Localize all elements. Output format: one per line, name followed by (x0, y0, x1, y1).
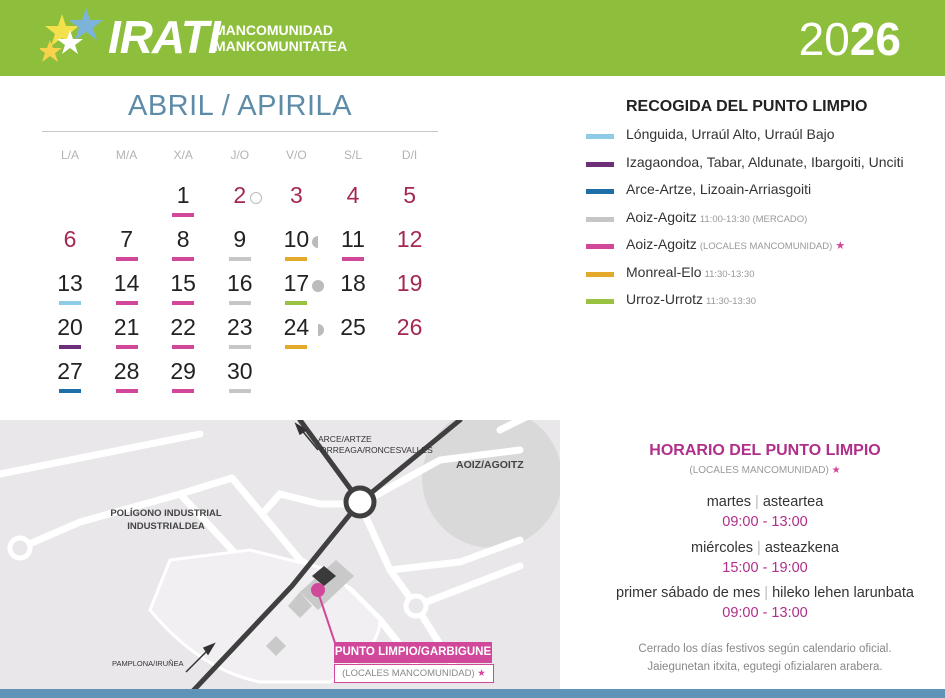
calendar-day (155, 270, 211, 314)
day-number: 4 (346, 182, 360, 208)
weekday-label: D/I (401, 148, 418, 162)
legend-note: (LOCALES MANCOMUNIDAD) (699, 241, 833, 252)
day-number: 21 (113, 314, 140, 340)
collection-bar (116, 345, 138, 349)
star-icon: ★ (831, 465, 841, 476)
schedule-day (590, 540, 940, 556)
legend-label-text: Aoiz-Agoitz (626, 208, 697, 225)
weekday-label: V/O (286, 148, 307, 162)
calendar-day (212, 226, 268, 270)
calendar-day (382, 226, 438, 270)
calendar-day (99, 358, 155, 402)
collection-bar (116, 389, 138, 393)
day-number: 14 (113, 270, 140, 296)
day-number: 22 (170, 314, 196, 340)
collection-bar (229, 257, 251, 261)
calendar-day (382, 314, 438, 358)
roundabout-west (10, 538, 30, 558)
day-number: 25 (340, 314, 366, 340)
calendar-day (99, 270, 155, 314)
day-number: 18 (340, 270, 366, 296)
collection-bar (172, 389, 194, 393)
collection-bar (116, 301, 138, 305)
schedule-title: HORARIO DEL PUNTO LIMPIO (649, 442, 881, 459)
collection-bar (229, 301, 251, 305)
legend-label (626, 154, 904, 170)
calendar-day (42, 226, 98, 270)
year-prefix: 20 (798, 13, 850, 65)
label-pamplona: PAMPLONA/IRUÑEA (112, 659, 184, 668)
day-number: 2 (233, 182, 247, 208)
calendar-day (155, 182, 211, 226)
location-map (0, 420, 560, 690)
star-icon: ★ (835, 240, 846, 252)
label-arce-2: ORREAGA/RONCESVALLES (320, 445, 433, 455)
day-number: 16 (227, 270, 253, 296)
calendar-day (155, 314, 211, 358)
calendar-grid (42, 182, 438, 402)
day-number: 6 (63, 226, 77, 252)
day-number: 3 (289, 182, 303, 208)
month-divider (42, 131, 438, 132)
day-number: 23 (227, 314, 253, 340)
day-number: 1 (176, 182, 190, 208)
year-suffix: 26 (849, 13, 901, 65)
calendar-day (99, 314, 155, 358)
schedule-subtitle-text: (LOCALES MANCOMUNIDAD) (689, 465, 829, 476)
calendar-day (325, 270, 381, 314)
month-title: ABRIL / APIRILA (127, 90, 353, 122)
closed-notice-es: Cerrado los días festivos según calendario oficial. (638, 643, 892, 655)
day-number: 28 (113, 358, 140, 384)
collection-bar (172, 257, 194, 261)
calendar-day (268, 270, 324, 314)
locales-label-text: (LOCALES MANCOMUNIDAD) (342, 668, 475, 679)
day-number: 9 (233, 226, 247, 252)
calendar-day (268, 314, 324, 358)
collection-bar (172, 213, 194, 217)
collection-bar (285, 301, 307, 305)
legend-label (626, 264, 755, 280)
brand-name: IRATI (108, 11, 220, 63)
day-number: 20 (57, 314, 83, 340)
day-number: 15 (170, 270, 196, 296)
locales-label (334, 664, 494, 683)
separator: | (757, 539, 761, 556)
weekday-label: J/O (230, 148, 250, 162)
roundabout-east (406, 596, 426, 616)
star-icon: ★ (477, 668, 486, 679)
schedule-subtitle (590, 465, 940, 476)
day-number: 19 (396, 270, 423, 296)
calendar-day (155, 226, 211, 270)
weekday-label: L/A (60, 148, 79, 162)
stars-logo-icon (40, 6, 110, 68)
schedule-day-eu: asteazkena (764, 539, 839, 556)
legend-label-text: Arce-Artze, Lizoain-Arriasgoiti (626, 181, 812, 197)
schedule-day-eu: asteartea (762, 494, 824, 510)
collection-bar (59, 301, 81, 305)
schedule-day-es: primer sábado de mes (616, 585, 761, 601)
legend-label (626, 291, 756, 307)
legend-swatch (586, 189, 614, 194)
legend-label (626, 209, 807, 225)
legend-label-text: Izagaondoa, Tabar, Aldunate, Ibargoiti, Unciti (626, 153, 904, 170)
schedule-day (590, 494, 940, 510)
calendar-day (268, 226, 324, 270)
day-number: 27 (57, 358, 83, 384)
collection-bar (172, 301, 194, 305)
legend-label-text: Urroz-Urrotz (626, 291, 703, 307)
schedule-hours: 15:00 - 19:00 (722, 559, 808, 576)
legend-swatch (586, 272, 614, 277)
separator: | (755, 494, 759, 510)
weekday-label: S/L (343, 148, 362, 162)
legend-swatch (586, 244, 614, 249)
legend-swatch (586, 134, 614, 139)
legend-note: 11:00-13:30 (MERCADO) (699, 213, 808, 225)
day-number: 11 (341, 226, 365, 252)
legend-label-text: Lónguida, Urraúl Alto, Urraúl Bajo (626, 126, 835, 142)
calendar-day (212, 314, 268, 358)
collection-bar (285, 345, 307, 349)
calendar-day (42, 314, 98, 358)
calendar-day (325, 226, 381, 270)
calendar-day (268, 182, 324, 226)
day-number: 29 (170, 358, 196, 384)
weekday-label: M/A (115, 148, 138, 162)
legend-swatch (586, 299, 614, 304)
footer-bar (0, 689, 945, 698)
legend-label (626, 126, 835, 142)
legend-label-text: Aoiz-Agoitz (626, 236, 697, 252)
calendar-day (325, 182, 381, 226)
collection-bar (285, 257, 307, 261)
calendar-day (212, 358, 268, 402)
legend-note: 11:30-13:30 (704, 268, 755, 280)
separator: | (764, 585, 769, 601)
calendar-day (99, 226, 155, 270)
day-number: 17 (283, 270, 310, 296)
schedule-day-es: martes (706, 494, 752, 510)
calendar-day (212, 270, 268, 314)
schedule-day (590, 585, 940, 601)
label-poligono-1: POLÍGONO INDUSTRIAL (110, 508, 222, 519)
punto-limpio-label: PUNTO LIMPIO/GARBIGUNE (334, 642, 492, 663)
label-poligono-2: INDUSTRIALDEA (127, 521, 205, 532)
calendar-day (382, 182, 438, 226)
map-pin-icon (311, 583, 325, 597)
legend-title: RECOGIDA DEL PUNTO LIMPIO (626, 98, 868, 115)
day-number: 5 (403, 182, 416, 208)
legend-swatch (586, 217, 614, 222)
schedule-day-es: miércoles (691, 539, 754, 556)
header-banner (0, 0, 945, 76)
weekday-label: X/A (173, 148, 193, 162)
legend-label-text: Monreal-Elo (626, 263, 702, 280)
day-number: 10 (283, 226, 310, 252)
schedule-hours: 09:00 - 13:00 (722, 605, 808, 621)
label-arce-1: ARCE/ARTZE (318, 434, 372, 444)
schedule-day-eu: hileko lehen larunbata (772, 585, 914, 601)
day-number: 24 (283, 314, 310, 340)
legend-note: 11:30-13:30 (706, 296, 757, 307)
calendar-day (42, 358, 98, 402)
day-number: 7 (120, 226, 133, 252)
collection-bar (59, 389, 81, 393)
brand-subtitle (214, 22, 347, 54)
collection-bar (229, 389, 251, 393)
legend-label (626, 181, 811, 197)
collection-bar (59, 345, 81, 349)
day-number: 26 (396, 314, 423, 340)
calendar-day (212, 182, 268, 226)
calendar-day (42, 270, 98, 314)
collection-bar (229, 345, 251, 349)
main-roundabout (346, 488, 374, 516)
schedule-hours: 09:00 - 13:00 (722, 514, 808, 530)
day-number: 30 (227, 358, 253, 384)
legend-label (626, 236, 845, 252)
closed-notice (590, 640, 940, 676)
collection-bar (116, 257, 138, 261)
calendar-day (155, 358, 211, 402)
brand-subtitle-line2: MANKOMUNITATEA (214, 38, 348, 54)
closed-notice-eu: Jaiegunetan itxita, egutegi ofizialaren arabera. (647, 661, 883, 673)
full-moon-icon (250, 192, 262, 204)
collection-bar (172, 345, 194, 349)
legend-swatch (586, 162, 614, 167)
day-number: 12 (396, 226, 423, 252)
calendar-day (382, 270, 438, 314)
collection-bar (342, 257, 364, 261)
brand-subtitle-line1: MANCOMUNIDAD (214, 22, 333, 38)
calendar-day (325, 314, 381, 358)
day-number: 8 (176, 226, 190, 252)
aoiz-area (422, 420, 560, 548)
day-number: 13 (57, 270, 83, 296)
label-aoiz: AOIZ/AGOITZ (456, 459, 524, 471)
year (798, 13, 901, 65)
